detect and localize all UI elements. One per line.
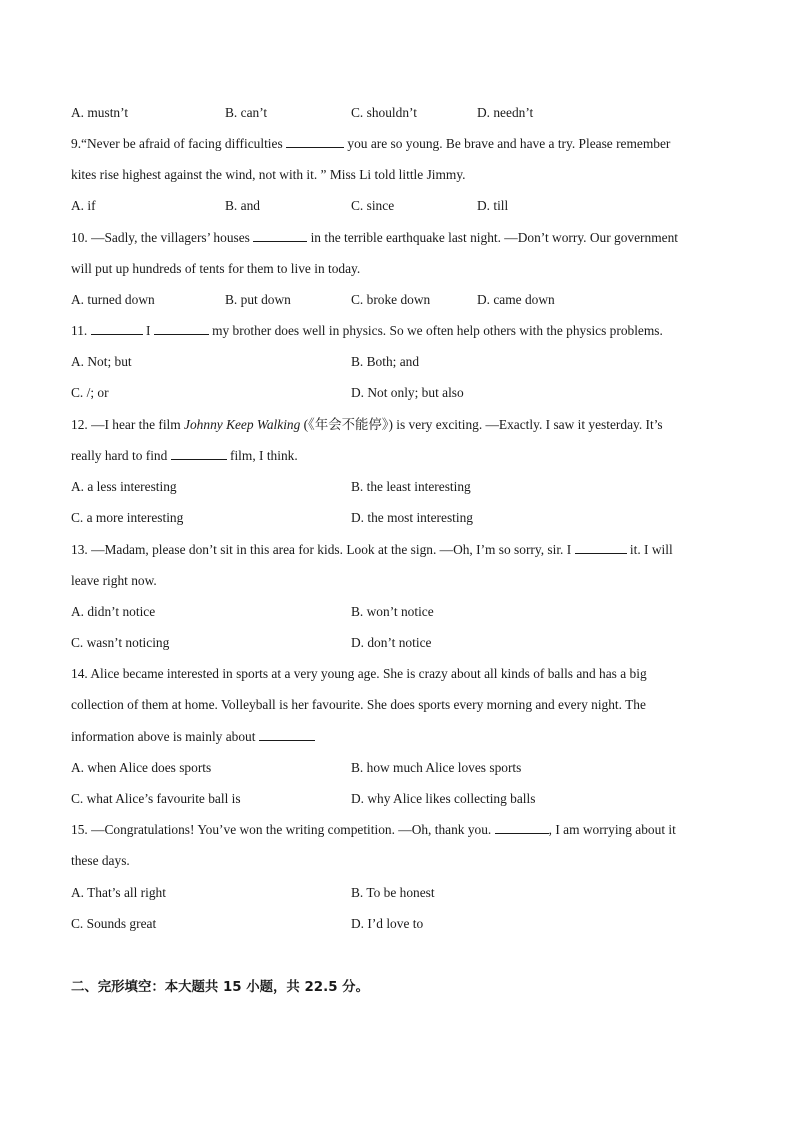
- q8-option-b: B. can’t: [225, 105, 268, 120]
- q10-option-a: A. turned down: [71, 292, 155, 307]
- q9-stem-line2: kites rise highest against the wind, not with it. ” Miss Li told little Jimmy.: [71, 167, 466, 182]
- q9-option-d: D. till: [477, 198, 509, 213]
- q14-option-c: C. what Alice’s favourite ball is: [71, 791, 241, 806]
- q13-text-post: it. I will: [626, 542, 673, 557]
- section-heading: 二、完形填空：本大题共 15 小题，共 22.5 分。: [71, 980, 369, 995]
- q12-stem-line2: [71, 447, 298, 465]
- q11-option-c: C. /; or: [71, 385, 109, 400]
- q15-text-pre: 15. —Congratulations! You’ve won the writing competition. —Oh, thank you.: [71, 822, 495, 837]
- q11-option-b: B. Both; and: [351, 354, 420, 369]
- q12-text-post: (《年会不能停》) is very exciting. —Exactly. I saw it yesterday. It’s: [300, 417, 663, 432]
- q12-line2-pre: really hard to find: [71, 448, 171, 463]
- q9-option-a: A. if: [71, 198, 96, 213]
- q14-blank: [259, 728, 315, 741]
- q13-stem-line1: [71, 541, 673, 559]
- q15-option-d: D. I’d love to: [351, 916, 424, 931]
- q9-text-pre: 9.“Never be afraid of facing difficulties: [71, 136, 287, 151]
- q11-blank-1: [91, 322, 143, 335]
- q12-option-d: D. the most interesting: [351, 510, 473, 525]
- q10-option-c: C. broke down: [351, 292, 431, 307]
- q15-option-c: C. Sounds great: [71, 916, 157, 931]
- q9-stem-line1: [71, 135, 670, 153]
- q12-option-c: C. a more interesting: [71, 510, 184, 525]
- q14-stem-line2: collection of them at home. Volleyball is her favourite. She does sports every morning and every night. The: [71, 697, 646, 712]
- q9-option-c: C. since: [351, 198, 395, 213]
- q10-stem-line2: will put up hundreds of tents for them to live in today.: [71, 261, 361, 276]
- q10-text-post: in the terrible earthquake last night. —Don’t worry. Our government: [307, 230, 678, 245]
- q9-blank: [286, 135, 344, 148]
- q9-text-post: you are so young. Be brave and have a try. Please remember: [344, 136, 671, 151]
- q10-text-pre: 10. —Sadly, the villagers’ houses: [71, 230, 254, 245]
- q10-stem-line1: [71, 229, 678, 247]
- q14-option-a: A. when Alice does sports: [71, 760, 212, 775]
- q14-stem-line1: 14. Alice became interested in sports at a very young age. She is crazy about all kinds of balls and has a big: [71, 666, 647, 681]
- q12-stem-line1: [71, 416, 663, 434]
- q15-stem-line2: these days.: [71, 853, 130, 868]
- q15-option-b: B. To be honest: [351, 885, 435, 900]
- q12-option-a: A. a less interesting: [71, 479, 177, 494]
- q11-option-d: D. Not only; but also: [351, 385, 464, 400]
- q14-option-d: D. why Alice likes collecting balls: [351, 791, 536, 806]
- q11-option-a: A. Not; but: [71, 354, 132, 369]
- q13-option-a: A. didn’t notice: [71, 604, 156, 619]
- q15-blank: [495, 821, 549, 834]
- q15-option-a: A. That’s all right: [71, 885, 166, 900]
- q13-option-b: B. won’t notice: [351, 604, 434, 619]
- q12-option-b: B. the least interesting: [351, 479, 471, 494]
- q11-stem: [71, 322, 663, 340]
- q15-stem-line1: [71, 821, 676, 839]
- q8-option-c: C. shouldn’t: [351, 105, 417, 120]
- q14-option-b: B. how much Alice loves sports: [351, 760, 522, 775]
- q15-text-post: , I am worrying about it: [548, 822, 676, 837]
- q14-stem-line3: [71, 728, 315, 746]
- q13-blank: [575, 541, 627, 554]
- q11-number: 11.: [71, 323, 91, 338]
- q12-blank: [171, 447, 227, 460]
- q11-blank-2: [154, 322, 209, 335]
- q13-option-d: D. don’t notice: [351, 635, 432, 650]
- q11-text-mid: I: [142, 323, 154, 338]
- q13-option-c: C. wasn’t noticing: [71, 635, 170, 650]
- q13-stem-line2: leave right now.: [71, 573, 157, 588]
- q8-option-a: A. mustn’t: [71, 105, 129, 120]
- q12-line2-post: film, I think.: [226, 448, 298, 463]
- q12-text-pre: 12. —I hear the film: [71, 417, 185, 432]
- q9-option-b: B. and: [225, 198, 260, 213]
- q11-text-post: my brother does well in physics. So we often help others with the physics problems.: [208, 323, 663, 338]
- q10-option-d: D. came down: [477, 292, 555, 307]
- q8-option-d: D. needn’t: [477, 105, 534, 120]
- q14-text-pre: information above is mainly about: [71, 729, 259, 744]
- q13-text-pre: 13. —Madam, please don’t sit in this area for kids. Look at the sign. —Oh, I’m so sorry, sir. I: [71, 542, 575, 557]
- q10-blank: [253, 229, 307, 242]
- q12-film-title: Johnny Keep Walking: [184, 417, 301, 432]
- q10-option-b: B. put down: [225, 292, 291, 307]
